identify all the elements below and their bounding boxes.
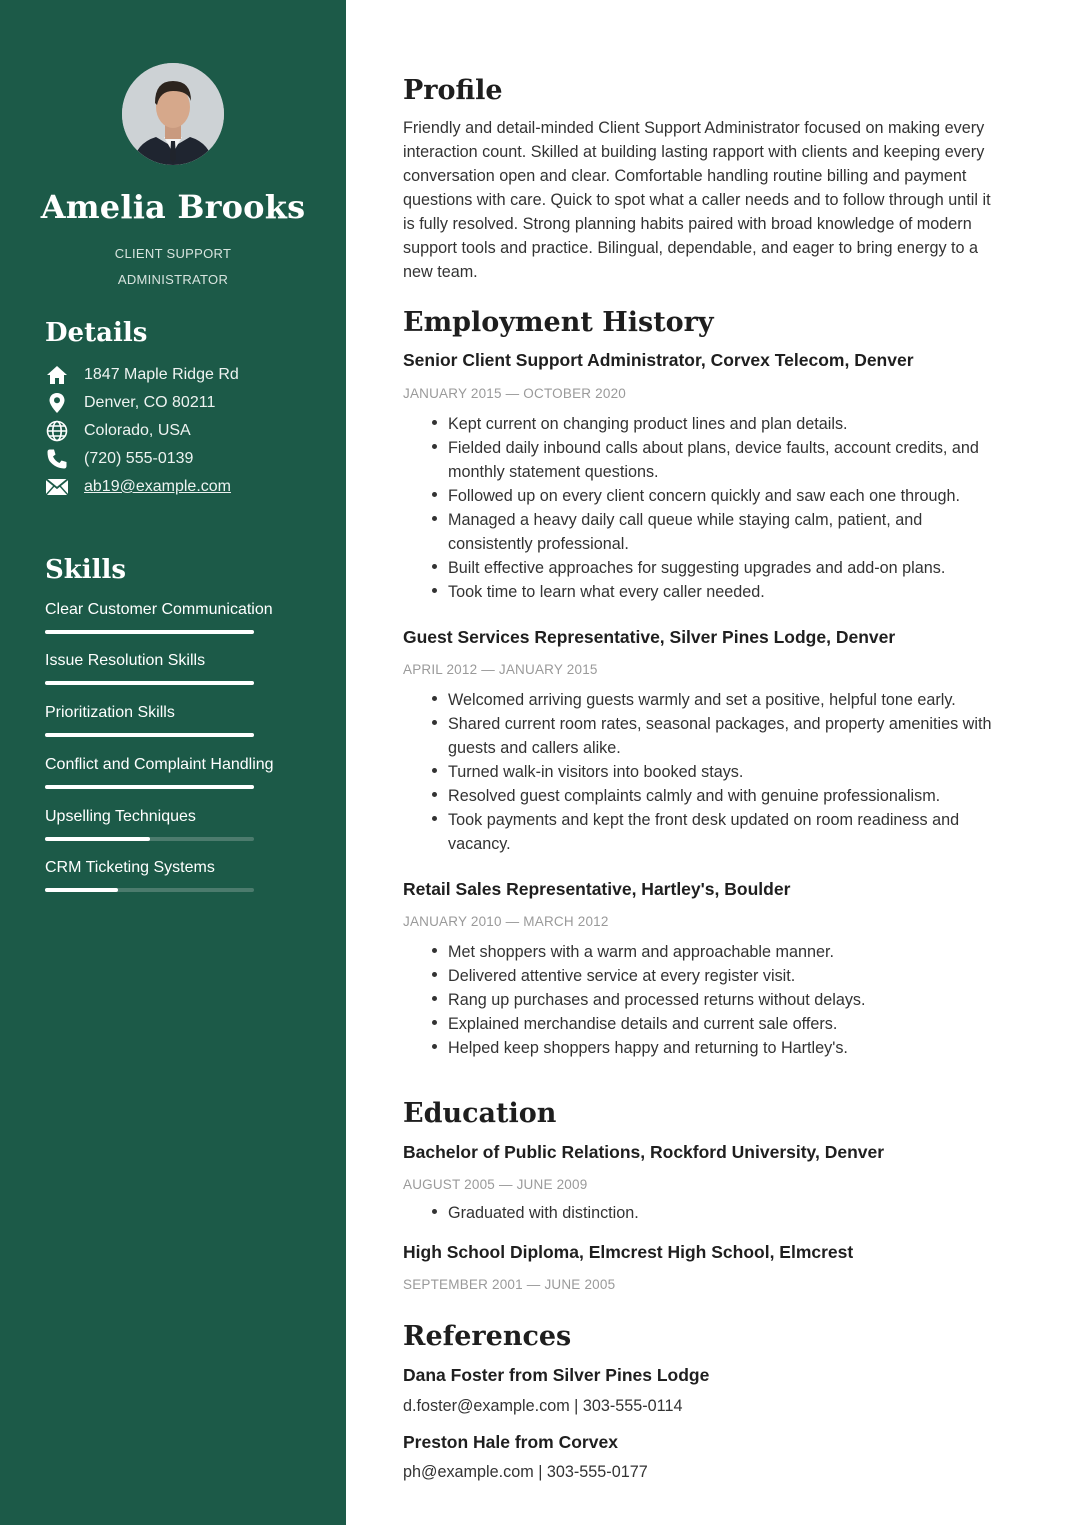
references-heading: References (403, 1321, 572, 1352)
skills-heading: Skills (45, 555, 127, 585)
job-title-line-2: ADMINISTRATOR (117, 272, 229, 287)
skill-name: Issue Resolution Skills (45, 652, 206, 669)
profile-line: is fully resolved. Strong planning habits paired with broad knowledge of modern (403, 215, 972, 233)
job-dates: JANUARY 2015 — OCTOBER 2020 (403, 386, 627, 401)
education-dates: SEPTEMBER 2001 — JUNE 2005 (403, 1277, 616, 1292)
detail-email (45, 475, 231, 499)
city-text: Denver, CO 80211 (84, 394, 216, 411)
job-title: Retail Sales Representative, Hartley's, Boulder (403, 879, 791, 899)
job-bullets (403, 688, 1033, 856)
list-item: Helped keep shoppers happy and returning to Hartley's. (403, 1036, 1033, 1060)
skill-bar (45, 837, 254, 841)
profile-line: conversation open and clear. Comfortable handling routine billing and payment (403, 167, 967, 185)
home-icon (45, 364, 69, 386)
globe-icon (45, 420, 69, 442)
list-item: Graduated with distinction. (403, 1201, 1033, 1225)
phone-text: (720) 555-0139 (84, 450, 194, 467)
education-heading: Education (403, 1098, 557, 1129)
list-item: Delivered attentive service at every register visit. (403, 964, 1033, 988)
job-dates: JANUARY 2010 — MARCH 2012 (403, 914, 609, 929)
list-item: Explained merchandise details and current sale offers. (403, 1012, 1033, 1036)
country-text: Colorado, USA (84, 422, 191, 439)
details-heading: Details (45, 318, 148, 348)
job-bullets (403, 412, 1033, 604)
skill-bar-fill (45, 733, 254, 737)
job-bullets (403, 940, 1033, 1060)
employment-heading: Employment History (403, 307, 714, 338)
profile-text (403, 116, 1033, 284)
avatar (122, 63, 224, 165)
skill-name: Conflict and Complaint Handling (45, 756, 274, 773)
profile-line: interaction count. Skilled at building lasting rapport with clients and keeping every (403, 143, 985, 161)
reference-contact: ph@example.com | 303-555-0177 (403, 1463, 648, 1481)
skill-bar (45, 681, 254, 685)
skill-bar (45, 785, 254, 789)
skill-bar (45, 888, 254, 892)
list-item: Rang up purchases and processed returns without delays. (403, 988, 1033, 1012)
education-title: High School Diploma, Elmcrest High School, Elmcrest (403, 1242, 854, 1262)
skill-name: Clear Customer Communication (45, 601, 273, 618)
profile-line: questions with care. Quick to spot what a caller needs and to follow through until it (403, 191, 991, 209)
list-item: Resolved guest complaints calmly and with genuine professionalism. (403, 784, 1033, 808)
profile-line: Friendly and detail-minded Client Support Administrator focused on making every (403, 119, 985, 137)
candidate-name: Amelia Brooks (40, 188, 306, 226)
list-item: Took payments and kept the front desk updated on room readiness and vacancy. (403, 808, 1033, 856)
mail-icon (45, 476, 69, 498)
job-title: Senior Client Support Administrator, Corvex Telecom, Denver (403, 350, 914, 370)
list-item: Welcomed arriving guests warmly and set a positive, helpful tone early. (403, 688, 1033, 712)
reference-name: Preston Hale from Corvex (403, 1432, 618, 1452)
job-dates: APRIL 2012 — JANUARY 2015 (403, 662, 598, 677)
skill-name: Prioritization Skills (45, 704, 175, 721)
list-item: Built effective approaches for suggesting upgrades and add-on plans. (403, 556, 1033, 580)
skill-bar (45, 733, 254, 737)
phone-icon (45, 448, 69, 470)
detail-phone (45, 447, 193, 471)
list-item: Managed a heavy daily call queue while staying calm, patient, and consistently professional. (403, 508, 1033, 556)
education-bullets (403, 1201, 1033, 1225)
skill-bar-fill (45, 888, 118, 892)
skill-name: CRM Ticketing Systems (45, 859, 215, 876)
list-item: Took time to learn what every caller needed. (403, 580, 1033, 604)
skill-bar-fill (45, 837, 150, 841)
skill-bar-fill (45, 630, 254, 634)
list-item: Followed up on every client concern quickly and saw each one through. (403, 484, 1033, 508)
list-item: Turned walk-in visitors into booked stays. (403, 760, 1033, 784)
skill-name: Upselling Techniques (45, 808, 196, 825)
list-item: Met shoppers with a warm and approachable manner. (403, 940, 1033, 964)
list-item: Shared current room rates, seasonal packages, and property amenities with guests and callers alike. (403, 712, 1033, 760)
education-dates: AUGUST 2005 — JUNE 2009 (403, 1177, 588, 1192)
address-text: 1847 Maple Ridge Rd (84, 366, 239, 383)
skill-bar-fill (45, 785, 254, 789)
reference-name: Dana Foster from Silver Pines Lodge (403, 1365, 710, 1385)
profile-line: support tools and practice. Bilingual, dependable, and eager to bring energy to a (403, 239, 979, 257)
education-title: Bachelor of Public Relations, Rockford University, Denver (403, 1142, 885, 1162)
list-item: Kept current on changing product lines and plan details. (403, 412, 1033, 436)
job-title: Guest Services Representative, Silver Pines Lodge, Denver (403, 627, 896, 647)
detail-city (45, 391, 215, 415)
sidebar (0, 0, 346, 1525)
skill-bar (45, 630, 254, 634)
profile-heading: Profile (403, 75, 503, 106)
profile-line: new team. (403, 263, 478, 281)
skill-bar-fill (45, 681, 254, 685)
reference-contact: d.foster@example.com | 303-555-0114 (403, 1397, 683, 1415)
email-link[interactable]: ab19@example.com (84, 478, 231, 495)
job-title-line-1: CLIENT SUPPORT (114, 246, 232, 261)
detail-address (45, 363, 239, 387)
list-item: Fielded daily inbound calls about plans, device faults, account credits, and monthly statement questions. (403, 436, 1033, 484)
main-content (346, 0, 1080, 1525)
location-pin-icon (45, 392, 69, 414)
detail-country (45, 419, 191, 443)
